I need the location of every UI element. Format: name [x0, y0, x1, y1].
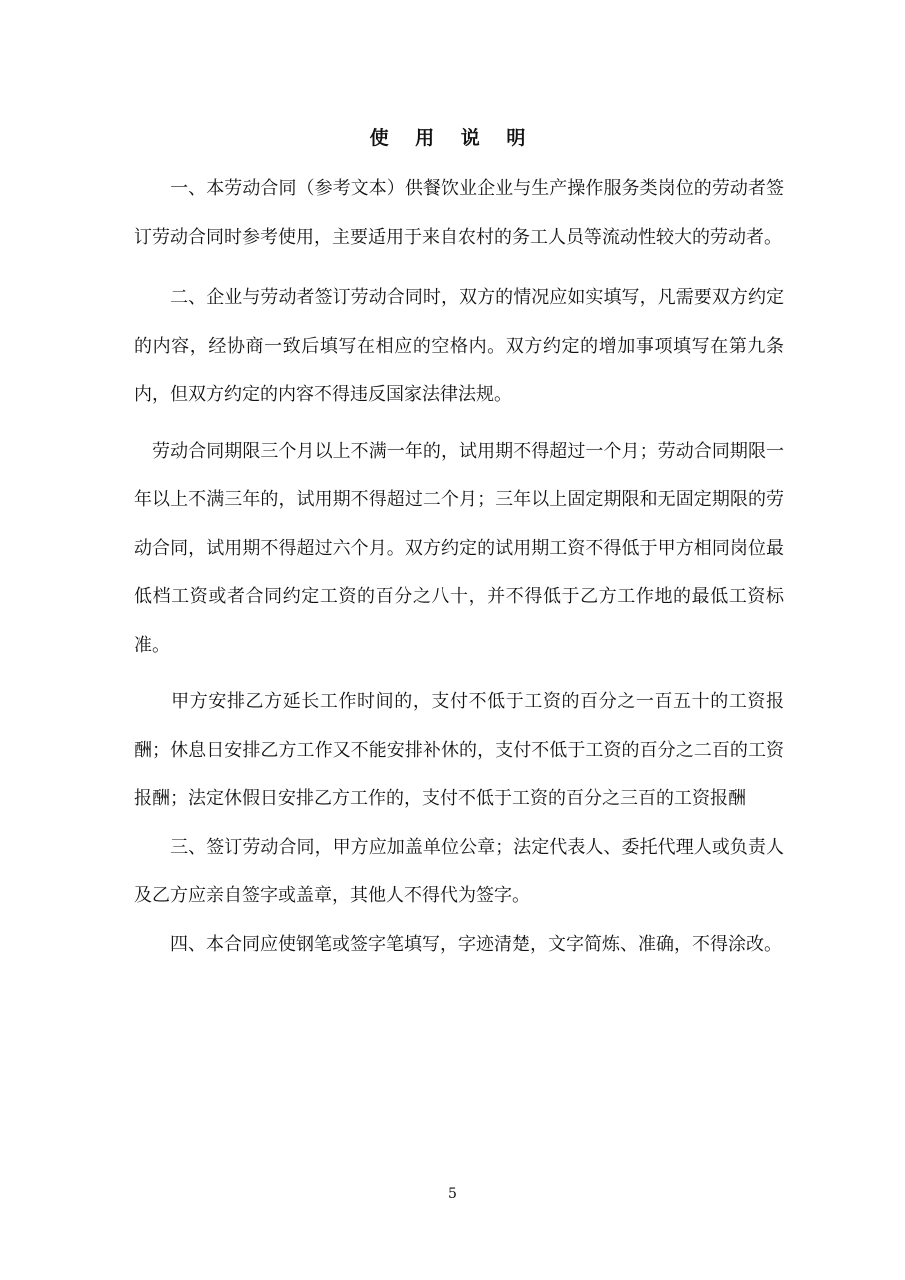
paragraph-2: 二、企业与劳动者签订劳动合同时，双方的情况应如实填写，凡需要双方约定的内容，经协商一致后填写在相应的空格内。双方约定的增加事项填写在第九条内，但双方约定的内容不得违反国家法律法规。	[134, 287, 784, 405]
page-number: 5	[448, 1186, 457, 1202]
paragraph-1: 一、本劳动合同（参考文本）供餐饮业企业与生产操作服务类岗位的劳动者签订劳动合同时参考使用，主要适用于来自农村的务工人员等流动性较大的劳动者。	[134, 178, 784, 248]
document-body	[134, 165, 784, 969]
paragraph-4: 甲方安排乙方延长工作时间的，支付不低于工资的百分之一百五十的工资报酬；休息日安排乙方工作又不能安排补休的，支付不低于工资的百分之二百的工资报酬；法定休假日安排乙方工作的，支付不低于工资的百分之三百的工资报酬	[134, 691, 784, 809]
paragraph-5: 三、签订劳动合同，甲方应加盖单位公章；法定代表人、委托代理人或负责人及乙方应亲自签字或盖章，其他人不得代为签字。	[134, 836, 784, 906]
paragraph-6: 四、本合同应使钢笔或签字笔填写，字迹清楚，文字简炼、准确，不得涂改。	[134, 933, 782, 955]
paragraph-3: 劳动合同期限三个月以上不满一年的，试用期不得超过一个月；劳动合同期限一年以上不满三年的，试用期不得超过二个月；三年以上固定期限和无固定期限的劳动合同，试用期不得超过六个月。双方约定的试用期工资不得低于甲方相同岗位最低档工资或者合同约定工资的百分之八十，并不得低于乙方工作地的最低工资标准。	[134, 440, 784, 656]
page-title: 使 用 说 明	[369, 127, 536, 149]
